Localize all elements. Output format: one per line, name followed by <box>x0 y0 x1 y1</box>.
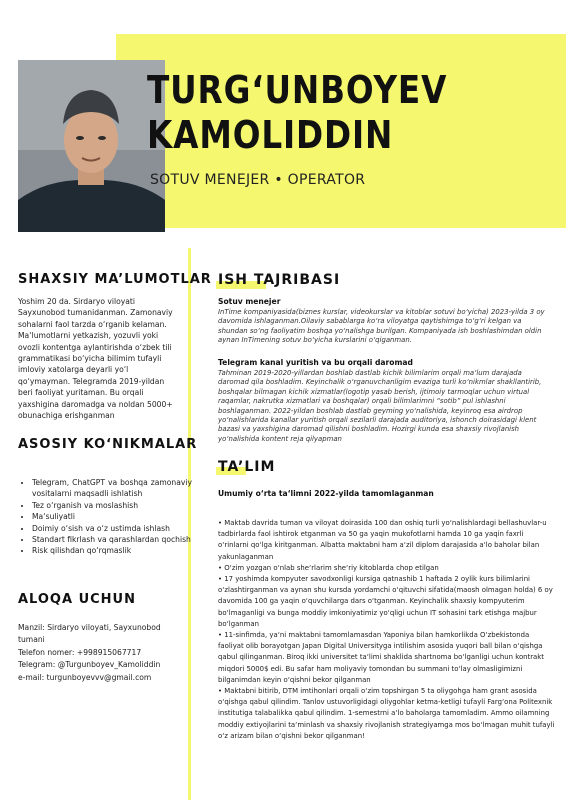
contact-phone: Telefon nomer: +998915067717 <box>18 647 142 657</box>
contact-address-line2: tumani <box>18 635 45 645</box>
name-line-1: TURG‘UNBOYEV <box>147 68 448 112</box>
job2-text: Tahminan 2019-2020-yillardan boshlab dastlab kichik bilimlarim orqali ma‘lum darajada daromad qila boshladim. Keyinchalik o‘rganuvchanligim evaziga turli ko‘nikmlar shakllantirib, boshqalar bilmagan kichik xizmatlar(logotip yasab berish, ijtimoiy tarmoqlar uchun virtual raqamlar, nakrutka xizmatlari va boshqalar) orqali bilimlarimni “sotib” pul ishlashni boshlaganman. 2022-yildan boshlab dastlab geyming yo‘nalishida, keyinroq esa airdrop yo‘nalishlarida kanallar yuritish orqali sezilarli darajada auditoriya, ishonch doirasidagi klent bazasi va yaxshigina daromad qilishni boshladim. Hozirgi kunda esa shaxsiy rivojlanish yo‘nalishida kontent reja qilyapman <box>218 369 542 443</box>
education-list <box>218 518 556 742</box>
education-item: • Maktabni bitirib, DTM imtihonlari orqali o‘zim topshirgan 5 ta oliygohga ham grant asosida o‘qishga qabul qilindim. Tanlov ustuvorligidagi oliygohlar ketma-ketligi tufayli Farg‘ona Politexnik institutiga talabalikka qabul qilindim. 1-semestrni a‘lo baholarga tamomladim. Ammo oilamning moddiy extiyojlarini ta‘minlash va shaxsiy rivojlanish strategiyamga mos bo‘lmagan muhit tufayli o‘z arizam bilan o‘qishni bekor qilganman! <box>218 687 555 740</box>
name-line-2: KAMOLIDDIN <box>147 113 394 157</box>
personal-heading: SHAXSIY MA’LUMOTLAR <box>18 272 212 287</box>
education-subtitle: Umumiy o‘rta ta‘limni 2022-yilda tamomlaganman <box>218 489 434 498</box>
contact-telegram: Telegram: @Turgunboyev_Kamoliddin <box>18 660 161 670</box>
personal-text: Yoshim 20 da. Sirdaryo viloyati Sayxunobod tumanidanman. Zamonaviy sohalarni faol tarzda o‘rganib kelaman. Ma‘lumotlarni yetkazish, yozuvli yoki ovozli kontentga aylantirishda o‘zbek tili grammatikasi bo‘yicha bilimim tufayli imloviy xatolarga deyarli yo‘l qo‘ymayman. Telegramda 2019-yildan beri faoliyat yuritaman. Bu orqali yaxshigina daromadga va noldan 5000+ obunachiga erishganman <box>18 297 173 421</box>
skill-item: • Standart fikrlash va qarashlardan qochish <box>32 534 192 545</box>
contact-email: e-mail: turgunboyevvv@gmail.com <box>18 672 152 682</box>
education-heading: TA’LIM <box>218 459 276 475</box>
skill-item: • Risk qilishdan qo‘rqmaslik <box>32 545 192 556</box>
profile-photo <box>18 60 165 232</box>
skill-item: • Telegram, ChatGPT va boshqa zamonaviy vositalarni maqsadli ishlatish <box>32 477 192 500</box>
job2-title: Telegram kanal yuritish va bu orqali daromad <box>218 358 413 367</box>
education-item: • Maktab davrida tuman va viloyat doirasida 100 dan oshiq turli yo‘nalishlardagi bellashuvlar-u tadbirlarda faol ishtirok etganman va 50 ga yaqin mukofotlarni hamda 10 ga yaqin faxrli o‘rinlarni qo‘lga kiritganman. Albatta maktabni ham a‘zil diplom darajasida a‘lo baholar bilan yakunlaganman <box>218 519 547 561</box>
contact-heading: ALOQA UCHUN <box>18 592 136 607</box>
skills-list <box>18 477 192 557</box>
education-item: • 17 yoshimda kompyuter savodxonligi kursiga qatnashib 1 haftada 2 oylik kurs bilimlarini o‘zlashtirganman va aynan shu kursda yordamchi o‘qituvchi sifatida(maosh olmagan holda) 6 oy davomida 100 ga yaqin o‘quvchilarga dars o‘tganman. Keyinchalik shaxsiy kompyuterim bo‘lmaganligi va bunga moddiy imkoniyatimiz yo‘qligi uchun IT sohasini tark etishga majbur bo‘lganman <box>218 575 553 628</box>
education-item: • 11-sinfimda, ya‘ni maktabni tamomlamasdan Yaponiya bilan hamkorlikda O‘zbekistonda faoliyat olib borayotgan Japan Digital Universityga intilishim asosida yuqori ball bilan o‘qishga qabul qilinganman. Biroq ikki universitet ta‘limi shaklida shartnoma bo‘lganligi uchun kontrakt miqdori 5000$ edi. Bu safar ham moliyaviy tomondan bu summani to‘lay olmasligimizni bilganimdan keyin o‘qishni bekor qilganman <box>218 631 544 684</box>
skills-heading: ASOSIY KO‘NIKMALAR <box>18 437 198 452</box>
skill-item: • Doimiy o‘sish va o‘z ustimda ishlash <box>32 523 192 534</box>
job-role: SOTUV MENEJER • OPERATOR <box>150 172 366 188</box>
job1-text: InTime kompaniyasida(biznes kurslar, videokurslar va kitoblar sotuvi bo‘yicha) 2023-yilda 3 oy davomida ishlaganman.Oilaviy sabablarga ko‘ra viloyatga qaytishimga to‘g‘ri kelgan va shundan so‘ng faoliyatim boshqa yo‘nalishga burilgan. Kompaniyada ish boshlashimdan oldin aynan InTimening sotuv bo‘yicha kurslarini o‘qiganman. <box>218 308 545 345</box>
contact-address: Manzil: Sirdaryo viloyati, Sayxunobod <box>18 623 161 632</box>
contact-block <box>18 622 178 684</box>
job1-title: Sotuv menejer <box>218 297 281 306</box>
skill-item: • Ma‘suliyatli <box>32 511 192 522</box>
full-name <box>147 68 447 158</box>
education-item: • O‘zim yozgan o‘nlab she‘rlarim she‘riy kitoblarda chop etilgan <box>218 563 439 572</box>
experience-heading: ISH TAJRIBASI <box>218 272 341 288</box>
skill-item: • Tez o‘rganish va moslashish <box>32 500 192 511</box>
